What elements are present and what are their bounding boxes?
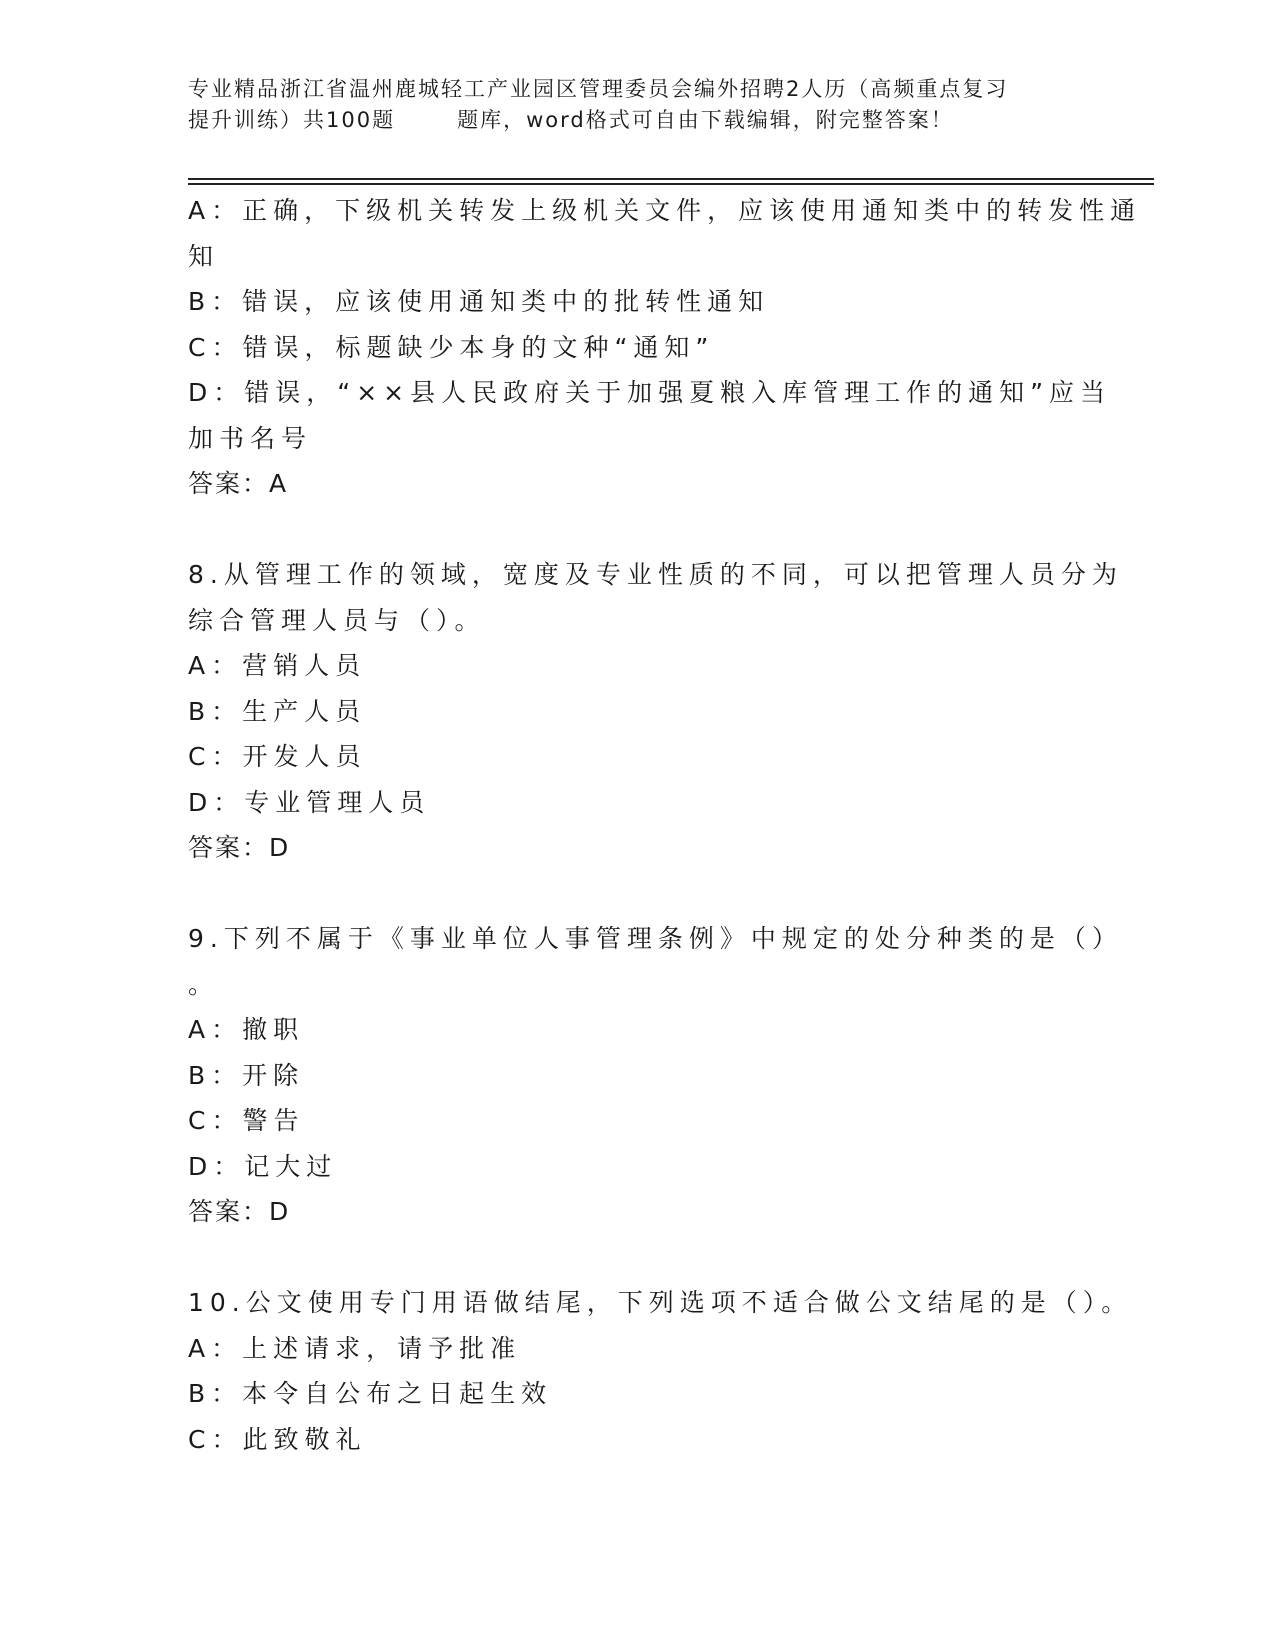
option-line: D：错误，“××县人民政府关于加强夏粮入库管理工作的通知”应当 — [188, 378, 1112, 407]
option-b — [188, 279, 1088, 325]
option-b: B：本令自公布之日起生效 — [188, 1379, 553, 1408]
question-line: 8.从管理工作的领域，宽度及专业性质的不同，可以把管理人员分为 — [188, 560, 1123, 589]
option-line: C：错误，标题缺少本身的文种“通知” — [188, 332, 715, 362]
option-a — [188, 188, 1142, 279]
document-header — [188, 74, 1088, 136]
question-block-8 — [188, 552, 1123, 871]
question-text — [188, 916, 1123, 1007]
question-block-10 — [188, 1280, 1133, 1462]
header-divider-bottom — [188, 183, 1154, 185]
answer-line: 答案：D — [188, 1197, 291, 1226]
header-title-part-left: 提升训练）共100题 — [188, 108, 396, 132]
question-list — [188, 188, 1142, 1462]
option-b: B：开除 — [188, 1060, 305, 1090]
option-c — [188, 325, 1088, 371]
option-c: C：开发人员 — [188, 742, 367, 771]
question-text — [188, 1280, 1133, 1326]
question-block-9 — [188, 916, 1123, 1235]
option-line: B：错误，应该使用通知类中的批转性通知 — [188, 287, 770, 316]
option-d: D：专业管理人员 — [188, 787, 431, 817]
option-a: A：上述请求，请予批准 — [188, 1333, 522, 1363]
question-line: 10.公文使用专门用语做结尾，下列选项不适合做公文结尾的是（）。 — [188, 1288, 1133, 1317]
question-line: 9.下列不属于《事业单位人事管理条例》中规定的处分种类的是（） — [188, 924, 1123, 953]
option-line: A：正确，下级机关转发上级机关文件，应该使用通知类中的转发性通 — [188, 196, 1142, 225]
question-block-7 — [188, 188, 1142, 507]
option-c: C：警告 — [188, 1106, 305, 1135]
question-line: 。 — [188, 969, 220, 999]
question-line: 综合管理人员与（）。 — [188, 605, 486, 635]
header-title-part-right: 题库，word格式可自由下载编辑，附完整答案！ — [457, 108, 954, 132]
option-b: B：生产人员 — [188, 696, 367, 726]
question-text — [188, 552, 1123, 643]
option-line: 知 — [188, 241, 220, 271]
answer-line: 答案：A — [188, 469, 289, 498]
option-d — [188, 370, 1112, 461]
answer-line: 答案：D — [188, 833, 291, 862]
option-d: D：记大过 — [188, 1151, 338, 1181]
option-c: C：此致敬礼 — [188, 1424, 367, 1454]
header-title-line-2 — [188, 105, 1088, 136]
option-a: A：撤职 — [188, 1015, 305, 1044]
header-divider-top — [188, 178, 1154, 180]
option-a: A：营销人员 — [188, 651, 367, 680]
option-line: 加书名号 — [188, 423, 313, 453]
header-title-line-1: 专业精品浙江省温州鹿城轻工产业园区管理委员会编外招聘2人历（高频重点复习 — [188, 77, 1009, 101]
